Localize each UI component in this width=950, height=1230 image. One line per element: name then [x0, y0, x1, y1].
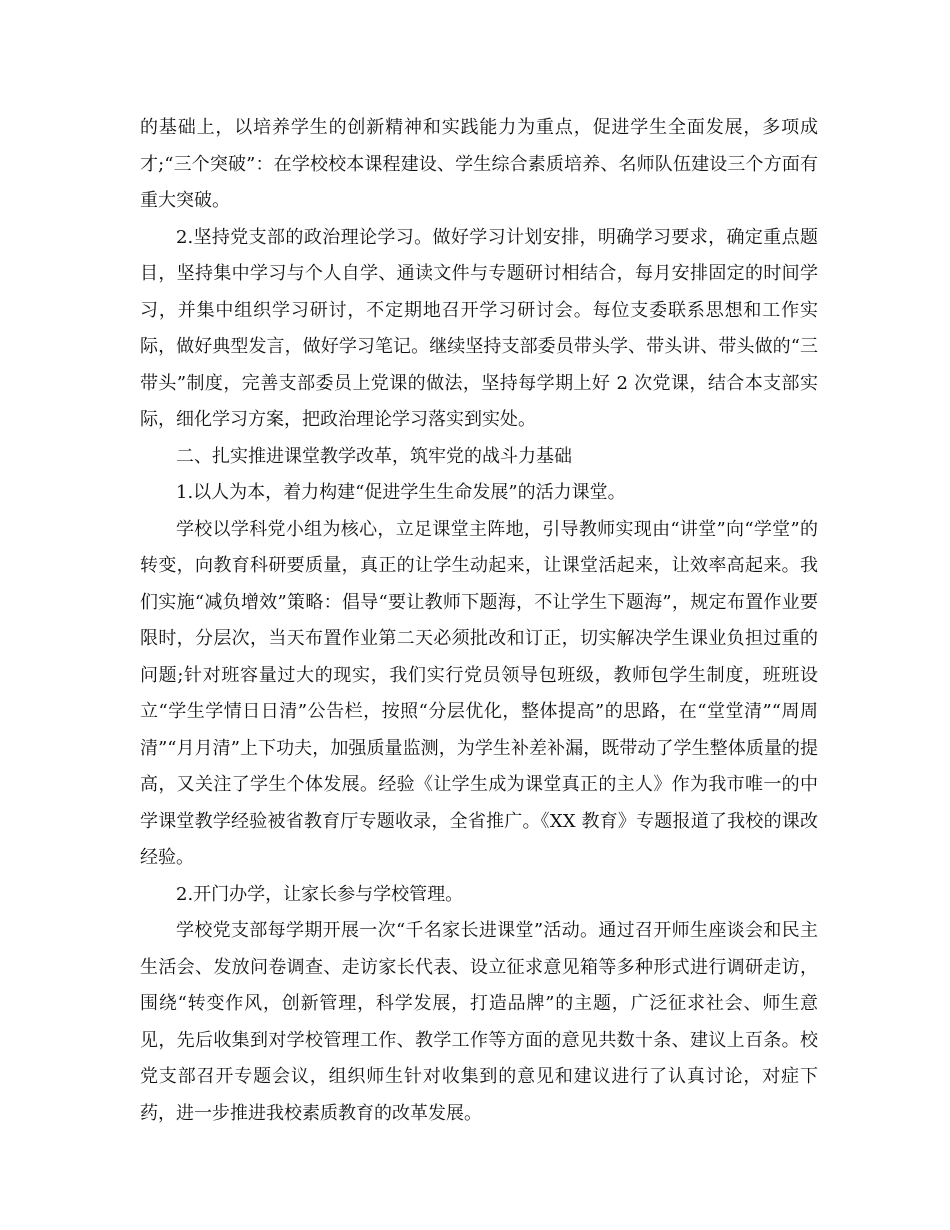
paragraph-political-study: 2.坚持党支部的政治理论学习。做好学习计划安排，明确学习要求，确定重点题目，坚持集中学习与个人自学、通读文件与专题研讨相结合，每月安排固定的时间学习，并集中组织学习研讨，不定期地召开学习研讨会。每位支委联系思想和工作实际，做好典型发言，做好学习笔记。继续坚持支部委员带头学、带头讲、带头做的“三带头”制度，完善支部委员上党课的做法，坚持每学期上好 2 次党课，结合本支部实际，细化学习方案，把政治理论学习落实到实处。	[140, 226, 818, 430]
paragraph-classroom-practice: 学校以学科党小组为核心，立足课堂主阵地，引导教师实现由“讲堂”向“学堂”的转变，向教育科研要质量，真正的让学生动起来，让课堂活起来，让效率高起来。我们实施“减负增效”策略：倡导“要让教师下题海，不让学生下题海”，规定布置作业要限时，分层次，当天布置作业第二天必须批改和订正，切实解决学生课业负担过重的问题;针对班容量过大的现实，我们实行党员领导包班级，教师包学生制度，班班设立“学生学情日日清”公告栏，按照“分层优化，整体提高”的思路，在“堂堂清”“周周清”“月月清”上下功夫，加强质量监测，为学生补差补漏，既带动了学生整体质量的提高，又关注了学生个体发展。经验《让学生成为课堂真正的主人》作为我市唯一的中学课堂教学经验被省教育厅专题收录，全省推广。《XX 教育》专题报道了我校的课改经验。	[140, 518, 818, 868]
subheading-open-school: 2.开门办学，让家长参与学校管理。	[176, 883, 464, 905]
subheading-vital-classroom: 1.以人为本，着力构建“促进学生生命发展”的活力课堂。	[176, 482, 626, 503]
paragraph-continuation: 的基础上，以培养学生的创新精神和实践能力为重点，促进学生全面发展，多项成才;“三个突破”：在学校校本课程建设、学生综合素质培养、名师队伍建设三个方面有重大突破。	[140, 117, 818, 211]
section-heading-classroom-reform: 二、扎实推进课堂教学改革，筑牢党的战斗力基础	[176, 445, 572, 467]
paragraph-parent-participation: 学校党支部每学期开展一次“千名家长进课堂”活动。通过召开师生座谈会和民主生活会、发放问卷调查、走访家长代表、设立征求意见箱等多种形式进行调研走访，围绕“转变作风，创新管理，科学发展，打造品牌”的主题，广泛征求社会、师生意见，先后收集到对学校管理工作、教学工作等方面的意见共数十条、建议上百条。校党支部召开专题会议，组织师生针对收集到的意见和建议进行了认真讨论，对症下药，进一步推进我校素质教育的改革发展。	[140, 920, 818, 1124]
